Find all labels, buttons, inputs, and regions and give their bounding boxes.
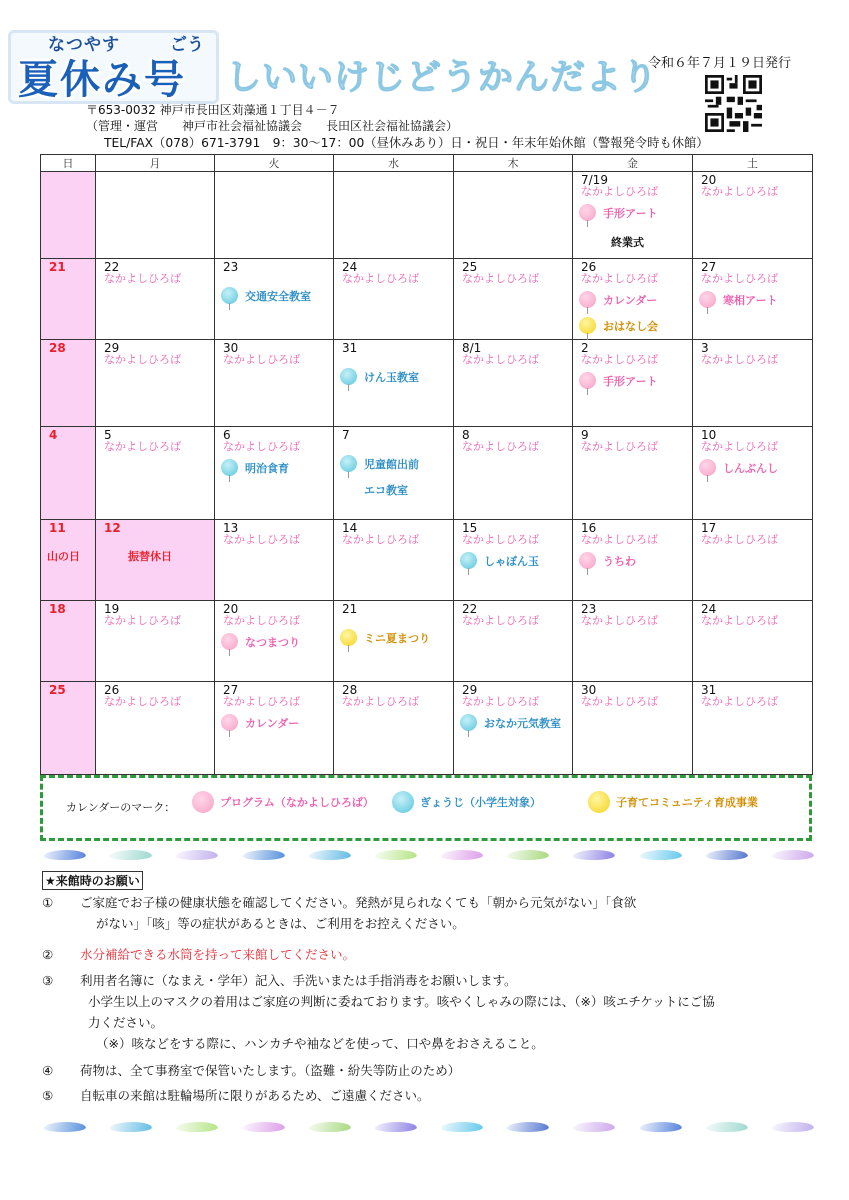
calendar-day [573,259,693,340]
day-number: 3 [701,341,709,355]
weekday-header: 火 [215,155,334,172]
calendar-event [579,317,658,334]
calendar-day [41,520,96,601]
weekday-header: 土 [693,155,813,172]
plaza-label: なかよしひろば [581,353,658,366]
plaza-label: なかよしひろば [223,695,300,708]
decorative-drop-icon [374,1122,419,1132]
blue-cotton-candy-icon [221,287,238,304]
yellow-cotton-candy-icon [340,629,357,646]
plaza-label: なかよしひろば [342,695,419,708]
calendar-day [215,601,334,682]
legend-event-label: ぎょうじ（小学生対象） [420,796,541,809]
calendar-day [454,520,573,601]
day-number: 22 [462,602,478,616]
calendar-day [334,427,454,520]
calendar-day [334,259,454,340]
day-number: 8/1 [462,341,482,355]
day-number: 23 [581,602,597,616]
day-number: 30 [581,683,597,697]
day-number: 6 [223,428,231,442]
day-number: 31 [342,341,358,355]
plaza-label: なかよしひろば [104,353,181,366]
plaza-label: なかよしひろば [581,533,658,546]
decorative-drop-icon [109,1122,154,1132]
plaza-label: なかよしひろば [342,533,419,546]
calendar-day [96,427,215,520]
calendar-day [693,520,813,601]
calendar-day [693,340,813,427]
decorative-drop-icon [638,850,683,860]
pink-cotton-candy-icon [221,633,238,650]
calendar-day [41,259,96,340]
calendar-day [573,520,693,601]
blue-cotton-candy-icon [460,714,477,731]
event-label: 交通安全教室 [245,289,311,303]
day-number: 10 [701,428,717,442]
calendar-event [579,291,657,308]
day-number: 16 [581,521,597,535]
day-number: 9 [581,428,589,442]
notice-number: ③ [42,973,54,988]
pink-cotton-candy-icon [579,372,596,389]
calendar-day [41,682,96,775]
calendar-day [215,259,334,340]
calendar-day [693,682,813,775]
event-label: エコ教室 [364,483,408,497]
day-number: 14 [342,521,358,535]
decorative-drop-icon [307,1122,352,1132]
calendar-day [96,520,215,601]
event-label: 終業式 [611,236,644,249]
decorative-drop-icon [704,1122,749,1132]
legend-community-label: 子育てコミュニティ育成事業 [616,796,758,809]
calendar-day [573,427,693,520]
plaza-label: なかよしひろば [223,440,300,453]
qr-code-icon[interactable] [705,75,762,132]
calendar-day [96,682,215,775]
decorative-drop-icon [440,1122,485,1132]
contact-info: TEL/FAX（078）671-3791 9：30～17：00（昼休みあり）日・祝日・年末年始休館（警報発令時も休館） [104,136,709,150]
event-label: うちわ [603,554,636,568]
calendar-event [340,629,430,646]
pink-cotton-candy-icon [699,459,716,476]
calendar-day [215,427,334,520]
day-number: 27 [223,683,239,697]
notice-text: ご家庭でお子様の健康状態を確認してください。発熱が見られなくても「朝から元気がない」「食欲 [80,895,637,910]
calendar-day [573,682,693,775]
calendar-day [215,172,334,259]
day-number: 26 [104,683,120,697]
calendar-day [334,682,454,775]
decorative-drop-icon [638,1122,683,1132]
day-number: 26 [581,260,597,274]
calendar-day [96,601,215,682]
weekday-header: 月 [96,155,215,172]
plaza-label: なかよしひろば [701,614,778,627]
plaza-label: なかよしひろば [104,440,181,453]
calendar-day [693,172,813,259]
event-label: しんぶんし [723,461,778,475]
plaza-label: なかよしひろば [701,272,778,285]
calendar-event [699,291,778,308]
title-ruby: なつやす [48,35,120,55]
decorative-drop-icon [572,850,617,860]
day-number: 29 [462,683,478,697]
notice-number: ① [42,895,54,910]
calendar-day [693,601,813,682]
plaza-label: なかよしひろば [462,533,539,546]
event-label: おなか元気教室 [484,716,561,730]
day-number: 21 [342,602,358,616]
plaza-label: なかよしひろば [223,533,300,546]
calendar-day [573,340,693,427]
event-label: 手形アート [603,206,658,220]
weekday-header: 水 [334,155,454,172]
legend-event [392,791,541,813]
day-number: 31 [701,683,717,697]
calendar-day [693,259,813,340]
day-number: 27 [701,260,717,274]
decorative-drop-icon [241,850,286,860]
calendar-event [579,552,636,569]
day-number: 5 [104,428,112,442]
pink-cotton-candy-icon [579,204,596,221]
day-number: 4 [49,428,58,442]
decorative-drop-icon [374,850,419,860]
day-number: 24 [701,602,717,616]
notice-number: ② [42,947,54,962]
newsletter-name: しいいけじどうかんだより [226,58,659,98]
day-number: 28 [49,341,66,355]
day-number: 19 [104,602,120,616]
event-label: 児童館出前 [364,457,419,471]
operator-info: （管理・運営 神戸市社会福祉協議会 長田区社会福祉協議会） [86,119,459,133]
decorative-drops-top [44,850,814,866]
page-title: 夏休み号 [18,57,186,103]
issue-date: 令和６年７月１９日発行 [648,56,792,71]
calendar-day [454,172,573,259]
day-number: 30 [223,341,239,355]
decorative-drop-icon [43,1122,88,1132]
day-number: 12 [104,521,121,535]
calendar-day [96,340,215,427]
calendar-day [573,172,693,259]
decorative-drop-icon [506,850,551,860]
day-number: 23 [223,260,239,274]
calendar-day [454,427,573,520]
plaza-label: なかよしひろば [462,353,539,366]
plaza-label: なかよしひろば [104,614,181,627]
calendar-day [215,340,334,427]
calendar-day [454,601,573,682]
legend-label: カレンダーのマーク： [66,801,176,814]
plaza-label: なかよしひろば [462,695,539,708]
weekday-header: 日 [41,155,96,172]
plaza-label: なかよしひろば [223,614,300,627]
blue-cotton-candy-icon [392,791,414,813]
pink-cotton-candy-icon [221,714,238,731]
legend-community [588,791,758,813]
day-number: 20 [223,602,239,616]
plaza-label: なかよしひろば [104,272,181,285]
day-number: 22 [104,260,120,274]
event-label: 明治食育 [245,461,289,475]
plaza-label: なかよしひろば [701,695,778,708]
calendar-day [215,682,334,775]
day-number: 2 [581,341,589,355]
event-label: けん玉教室 [364,370,419,384]
decorative-drop-icon [307,850,352,860]
calendar-day [41,427,96,520]
decorative-drop-icon [771,850,816,860]
plaza-label: なかよしひろば [462,272,539,285]
plaza-label: なかよしひろば [223,353,300,366]
notice-text: 利用者名簿に（なまえ・学年）記入、手洗いまたは手指消毒をお願いします。 [80,973,517,988]
blue-cotton-candy-icon [221,459,238,476]
notice-text: 自転車の来館は駐輪場所に限りがあるため、ご遠慮ください。 [80,1088,430,1103]
day-number: 29 [104,341,120,355]
calendar-day [334,601,454,682]
day-number: 25 [49,683,66,697]
notice-heading: ★来館時のお願い [42,871,143,890]
calendar-day [334,520,454,601]
day-number: 21 [49,260,66,274]
calendar-event [221,633,300,650]
calendar-day [454,340,573,427]
calendar-day [693,427,813,520]
plaza-label: なかよしひろば [581,695,658,708]
blue-cotton-candy-icon [340,455,357,472]
decorative-drop-icon [241,1122,286,1132]
title-ruby-gou: ごう [170,35,204,55]
decorative-drop-icon [771,1122,816,1132]
event-label: しゃぼん玉 [484,554,539,568]
calendar-event [340,481,408,498]
day-number: 18 [49,602,66,616]
calendar-event [579,372,658,389]
day-number: 11 [49,521,66,535]
day-number: 8 [462,428,470,442]
plaza-label: なかよしひろば [581,614,658,627]
calendar-event [221,714,299,731]
notice-number: ⑤ [42,1088,54,1103]
calendar-event [460,552,539,569]
plaza-label: なかよしひろば [701,533,778,546]
calendar-day [41,172,96,259]
blue-cotton-candy-icon [460,552,477,569]
blue-cotton-candy-icon [340,368,357,385]
notice-text: 水分補給できる水筒を持って来館してください。 [80,947,356,962]
decorative-drop-icon [440,850,485,860]
calendar-day [573,601,693,682]
event-label: ミニ夏まつり [364,631,430,645]
notice-text: 荷物は、全て事務室で保管いたします。（盗難・紛失等防止のため） [80,1063,461,1078]
notice-text: がない」「咳」等の症状があるときは、ご利用をお控えください。 [96,916,465,931]
plaza-label: なかよしひろば [342,272,419,285]
decorative-drop-icon [175,1122,220,1132]
pink-cotton-candy-icon [192,791,214,813]
calendar-event [460,714,561,731]
calendar-day [96,172,215,259]
day-number: 7 [342,428,350,442]
notice-text: 力ください。 [88,1015,164,1030]
day-number: 24 [342,260,358,274]
day-number: 20 [701,173,717,187]
event-label: カレンダー [245,716,300,730]
calendar-event [579,204,658,221]
plaza-label: なかよしひろば [581,440,658,453]
decorative-drop-icon [704,850,749,860]
notice-text: （※）咳などをする際に、ハンカチや袖などを使って、口や鼻をおさえること。 [96,1036,544,1051]
calendar-day [41,601,96,682]
calendar-event [221,287,311,304]
plaza-label: なかよしひろば [701,185,778,198]
event-label: 寒相アート [723,293,778,307]
calendar-event [221,459,289,476]
plaza-label: なかよしひろば [581,185,658,198]
plaza-label: なかよしひろば [462,440,539,453]
day-number: 13 [223,521,239,535]
decorative-drop-icon [572,1122,617,1132]
plaza-label: なかよしひろば [581,272,658,285]
calendar-event [340,368,419,385]
plaza-label: なかよしひろば [701,353,778,366]
calendar-event [340,455,419,472]
calendar-day [41,340,96,427]
day-number: 17 [701,521,717,535]
calendar-day [454,259,573,340]
calendar-day [334,340,454,427]
notice-number: ④ [42,1063,54,1078]
pink-cotton-candy-icon [699,291,716,308]
day-number: 28 [342,683,358,697]
event-label: おはなし会 [603,319,658,333]
monthly-calendar [40,154,813,775]
legend-program-label: プログラム（なかよしひろば） [220,796,374,809]
calendar-event [611,234,644,250]
legend-program [192,791,374,813]
calendar-day [96,259,215,340]
pink-cotton-candy-icon [579,291,596,308]
event-label: カレンダー [603,293,658,307]
pink-cotton-candy-icon [579,552,596,569]
calendar-day [334,172,454,259]
yellow-cotton-candy-icon [579,317,596,334]
calendar-day [454,682,573,775]
day-number: 25 [462,260,478,274]
notice-text: 小学生以上のマスクの着用はご家庭の判断に委ねております。咳やくしゃみの際には、（※）咳エチケットにご協 [88,994,715,1009]
calendar-event [699,459,778,476]
day-number: 15 [462,521,478,535]
holiday-note: 振替休日 [128,550,172,563]
calendar-day [215,520,334,601]
yellow-cotton-candy-icon [588,791,610,813]
decorative-drop-icon [43,850,88,860]
plaza-label: なかよしひろば [462,614,539,627]
decorative-drop-icon [175,850,220,860]
plaza-label: なかよしひろば [701,440,778,453]
event-label: 手形アート [603,374,658,388]
weekday-header: 木 [454,155,573,172]
postal-address: 〒653-0032 神戸市長田区苅藻通１丁目４－７ [86,103,340,117]
event-label: なつまつり [245,635,300,649]
weekday-header: 金 [573,155,693,172]
holiday-note: 山の日 [47,550,80,563]
decorative-drop-icon [506,1122,551,1132]
plaza-label: なかよしひろば [104,695,181,708]
decorative-drops-bottom [44,1122,814,1138]
decorative-drop-icon [109,850,154,860]
day-number: 7/19 [581,173,608,187]
